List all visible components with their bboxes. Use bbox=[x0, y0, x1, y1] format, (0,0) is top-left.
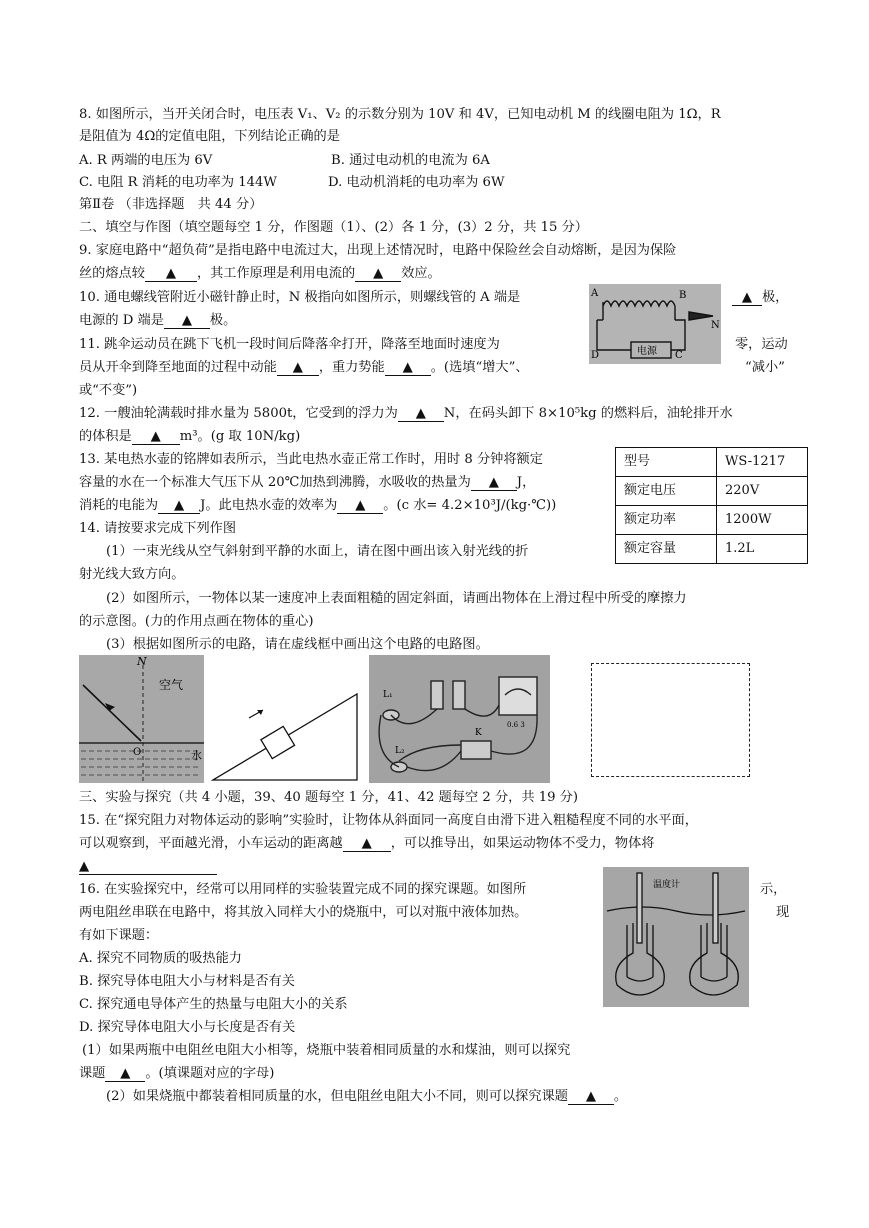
q9-blank-2[interactable]: ▲ bbox=[355, 266, 401, 282]
q15-line1: 15. 在“探究阻力对物体运动的影响”实验时，让物体从斜面同一高度自由滑下进入粗糙程度不同的水平面， bbox=[79, 813, 698, 828]
q9-text: 丝的熔点较 bbox=[79, 266, 145, 281]
q10-line1 bbox=[79, 287, 520, 310]
label-thermometer: 温度计 bbox=[653, 880, 681, 890]
q13-line1: 13. 某电热水壶的铭牌如表所示，当此电热水壶正常工作时，用时 8 分钟将额定 bbox=[79, 452, 543, 467]
kettle-spec-table bbox=[615, 447, 808, 564]
q14-sub3: (3）根据如图所示的电路，请在虚线框中画出这个电路的电路图。 bbox=[106, 637, 489, 652]
q8-option-a: A. R 两端的电压为 6V bbox=[79, 153, 213, 168]
label-power: 电源 bbox=[637, 346, 657, 357]
q9-line1: 9. 家庭电路中“超负荷”是指电路中电流过大，出现上述情况时，电路中保险丝会自动熔断，是因为保险 bbox=[79, 243, 677, 258]
q11-line3: 或“不变”) bbox=[79, 383, 138, 398]
spec-label: 型号 bbox=[616, 448, 717, 477]
q14-sub1b: 射光线大致方向。 bbox=[79, 567, 185, 582]
q15-line3 bbox=[79, 856, 217, 879]
q12-text: N，在码头卸下 8×10⁵kg 的燃料后，油轮排开水 bbox=[443, 406, 733, 421]
q16-line1-end: 示， bbox=[760, 882, 787, 897]
label-d: D bbox=[591, 350, 600, 361]
circuit-answer-box[interactable] bbox=[591, 663, 750, 777]
flask-diagram bbox=[603, 867, 749, 1007]
q15-blank-2[interactable]: ▲ bbox=[79, 859, 217, 875]
label-l1: L₁ bbox=[383, 690, 393, 700]
q13-text: 消耗的电能为 bbox=[79, 498, 159, 513]
q10-text: 极。 bbox=[209, 313, 237, 328]
q16-sub1a: (1）如果两瓶中电阻丝电阻大小相等，烧瓶中装着相同质量的水和煤油，则可以探究 bbox=[82, 1043, 571, 1058]
q8-option-d: D. 电动机消耗的电功率为 6W bbox=[328, 175, 505, 190]
q8-option-b: B. 通过电动机的电流为 6A bbox=[331, 153, 490, 168]
q11-line2 bbox=[79, 357, 529, 380]
q11-text: 。(选填“增大”、 bbox=[430, 360, 529, 375]
solenoid-diagram bbox=[589, 284, 721, 364]
q11-text: ，重力势能 bbox=[318, 360, 385, 375]
spec-value: 1200W bbox=[717, 506, 808, 535]
q14-sub2b: 的示意图。(力的作用点画在物体的重心) bbox=[79, 614, 314, 629]
spec-label: 额定功率 bbox=[616, 506, 717, 535]
q12-blank-2[interactable]: ▲ bbox=[132, 429, 180, 445]
q10-text: 极， bbox=[762, 290, 789, 305]
q14-sub1a: (1）一束光线从空气斜射到平静的水面上，请在图中画出该入射光线的折 bbox=[106, 544, 529, 559]
table-row bbox=[616, 535, 808, 564]
spec-label: 额定容量 bbox=[616, 535, 717, 564]
incline-figure bbox=[211, 690, 361, 782]
q16-blank-2[interactable]: ▲ bbox=[568, 1089, 614, 1105]
label-water: 水 bbox=[191, 749, 202, 762]
incline-diagram bbox=[211, 690, 361, 782]
q16-blank-1[interactable]: ▲ bbox=[105, 1066, 145, 1082]
label-b: B bbox=[679, 290, 687, 301]
label-n: N bbox=[711, 320, 720, 331]
q9-text: ，其工作原理是利用电流的 bbox=[196, 266, 356, 281]
q10-text: 10. 通电螺线管附近小磁针静止时，N 极指向如图所示，则螺线管的 A 端是 bbox=[79, 290, 521, 305]
q9-blank-1[interactable]: ▲ bbox=[145, 266, 197, 282]
q16-option-b: B. 探究导体电阻大小与材料是否有关 bbox=[79, 974, 295, 989]
q15-blank-1[interactable]: ▲ bbox=[343, 836, 391, 852]
q13-line3 bbox=[79, 495, 556, 518]
q12-text: m³。(g 取 10N/kg) bbox=[179, 429, 301, 444]
q11-line2-end: “减小” bbox=[745, 360, 785, 375]
q16-text: 。 bbox=[613, 1089, 628, 1104]
q11-text: 员从开伞到降至地面的过程中动能 bbox=[79, 360, 277, 375]
solenoid-figure bbox=[589, 284, 721, 364]
section3-title: 三、实验与探究（共 4 小题，39、40 题每空 1 分，41、42 题每空 2 分，共 19 分) bbox=[79, 790, 579, 805]
circuit-diagram bbox=[369, 655, 550, 783]
part2-title: 第Ⅱ卷 （非选择题 共 44 分） bbox=[79, 197, 263, 212]
q16-text: 课题 bbox=[79, 1066, 106, 1081]
label-air: 空气 bbox=[159, 678, 184, 692]
label-c: C bbox=[675, 350, 683, 361]
refraction-figure bbox=[79, 655, 204, 783]
q11-line1-end: 零，运动 bbox=[735, 337, 788, 352]
circuit-photo bbox=[369, 655, 550, 783]
q9-text: 效应。 bbox=[401, 266, 441, 281]
q16-sub2 bbox=[106, 1086, 627, 1109]
q8-line1: 8. 如图所示，当开关闭合时，电压表 V₁、V₂ 的示数分别为 10V 和 4V，已知电动机 M 的线圈电阻为 1Ω，R bbox=[79, 107, 721, 122]
q15-text: 可以观察到，平面越光滑，小车运动的距离越 bbox=[79, 836, 343, 851]
q10-blank-1[interactable]: ▲ bbox=[732, 290, 762, 306]
label-a: A bbox=[591, 288, 599, 299]
q16-line3: 有如下课题： bbox=[79, 928, 159, 943]
q13-text: 。(c 水= 4.2×10³J/(kg·℃)) bbox=[383, 498, 557, 513]
q16-sub1b bbox=[79, 1063, 274, 1086]
q12-blank-1[interactable]: ▲ bbox=[398, 406, 444, 422]
q10-line1-end bbox=[732, 287, 788, 310]
q13-line2 bbox=[79, 472, 535, 495]
refraction-diagram bbox=[79, 655, 204, 783]
q12-text: 的体积是 bbox=[79, 429, 132, 444]
q10-text: 电源的 D 端是 bbox=[79, 313, 164, 328]
q16-line2: 两电阻丝串联在电路中，将其放入同样大小的烧瓶中，可以对瓶中液体加热。 bbox=[79, 905, 528, 920]
q12-text: 12. 一艘油轮满载时排水量为 5800t，它受到的浮力为 bbox=[79, 406, 398, 421]
q8-line2: 是阻值为 4Ω的定值电阻，下列结论正确的是 bbox=[79, 129, 340, 144]
q13-text: 容量的水在一个标准大气压下从 20℃加热到沸腾，水吸收的热量为 bbox=[79, 475, 471, 490]
label-k: K bbox=[475, 728, 482, 738]
spec-label: 额定电压 bbox=[616, 477, 717, 506]
table-row bbox=[616, 477, 808, 506]
q14-line1: 14. 请按要求完成下列作图 bbox=[79, 521, 237, 536]
q16-option-a: A. 探究不同物质的吸热能力 bbox=[79, 951, 242, 966]
q11-line1: 11. 跳伞运动员在跳下飞机一段时间后降落伞打开，降落至地面时速度为 bbox=[79, 337, 500, 352]
q10-blank-2[interactable]: ▲ bbox=[164, 313, 210, 329]
q9-line2 bbox=[79, 263, 441, 286]
q16-text: 。(填课题对应的字母) bbox=[145, 1066, 275, 1081]
q16-text: (2）如果烧瓶中都装着相同质量的水，但电阻丝电阻大小不同，则可以探究课题 bbox=[106, 1089, 568, 1104]
table-row bbox=[616, 506, 808, 535]
q15-line2 bbox=[79, 833, 655, 856]
q16-option-c: C. 探究通电导体产生的热量与电阻大小的关系 bbox=[79, 997, 348, 1012]
spec-value: 1.2L bbox=[717, 535, 808, 564]
spec-value: WS-1217 bbox=[717, 448, 808, 477]
q13-text: J。此电热水壶的效率为 bbox=[200, 498, 338, 513]
q16-line2-end: 现 bbox=[776, 905, 790, 920]
label-o: O bbox=[133, 747, 142, 758]
q16-line1: 16. 在实验探究中，经常可以用同样的实验装置完成不同的探究课题。如图所 bbox=[79, 882, 527, 897]
q11-blank-2[interactable]: ▲ bbox=[385, 360, 431, 376]
q16-option-d: D. 探究导体电阻大小与长度是否有关 bbox=[79, 1020, 296, 1035]
q14-sub2a: (2）如图所示，一物体以某一速度冲上表面粗糙的固定斜面，请画出物体在上滑过程中所受的摩擦力 bbox=[106, 591, 687, 606]
q13-blank-2[interactable]: ▲ bbox=[158, 498, 200, 514]
q12-line2 bbox=[79, 426, 300, 449]
label-n: N bbox=[137, 655, 147, 668]
table-row bbox=[616, 448, 808, 477]
q13-blank-3[interactable]: ▲ bbox=[337, 498, 383, 514]
flask-figure bbox=[603, 867, 749, 1007]
q13-blank-1[interactable]: ▲ bbox=[471, 475, 517, 491]
q8-option-c: C. 电阻 R 消耗的电功率为 144W bbox=[79, 175, 277, 190]
section2-title: 二、填空与作图（填空题每空 1 分，作图题（1）、(2）各 1 分，(3）2 分，共 15 分） bbox=[79, 220, 588, 235]
q11-blank-1[interactable]: ▲ bbox=[277, 360, 319, 376]
q13-text: J， bbox=[516, 475, 536, 490]
q15-text: ，可以推导出，如果运动物体不受力，物体将 bbox=[390, 836, 655, 851]
q10-line2 bbox=[79, 310, 236, 333]
spec-value: 220V bbox=[717, 477, 808, 506]
label-ammeter: 0.6 3 bbox=[507, 721, 525, 729]
label-l2: L₂ bbox=[395, 746, 405, 756]
q12-line1 bbox=[79, 403, 733, 426]
